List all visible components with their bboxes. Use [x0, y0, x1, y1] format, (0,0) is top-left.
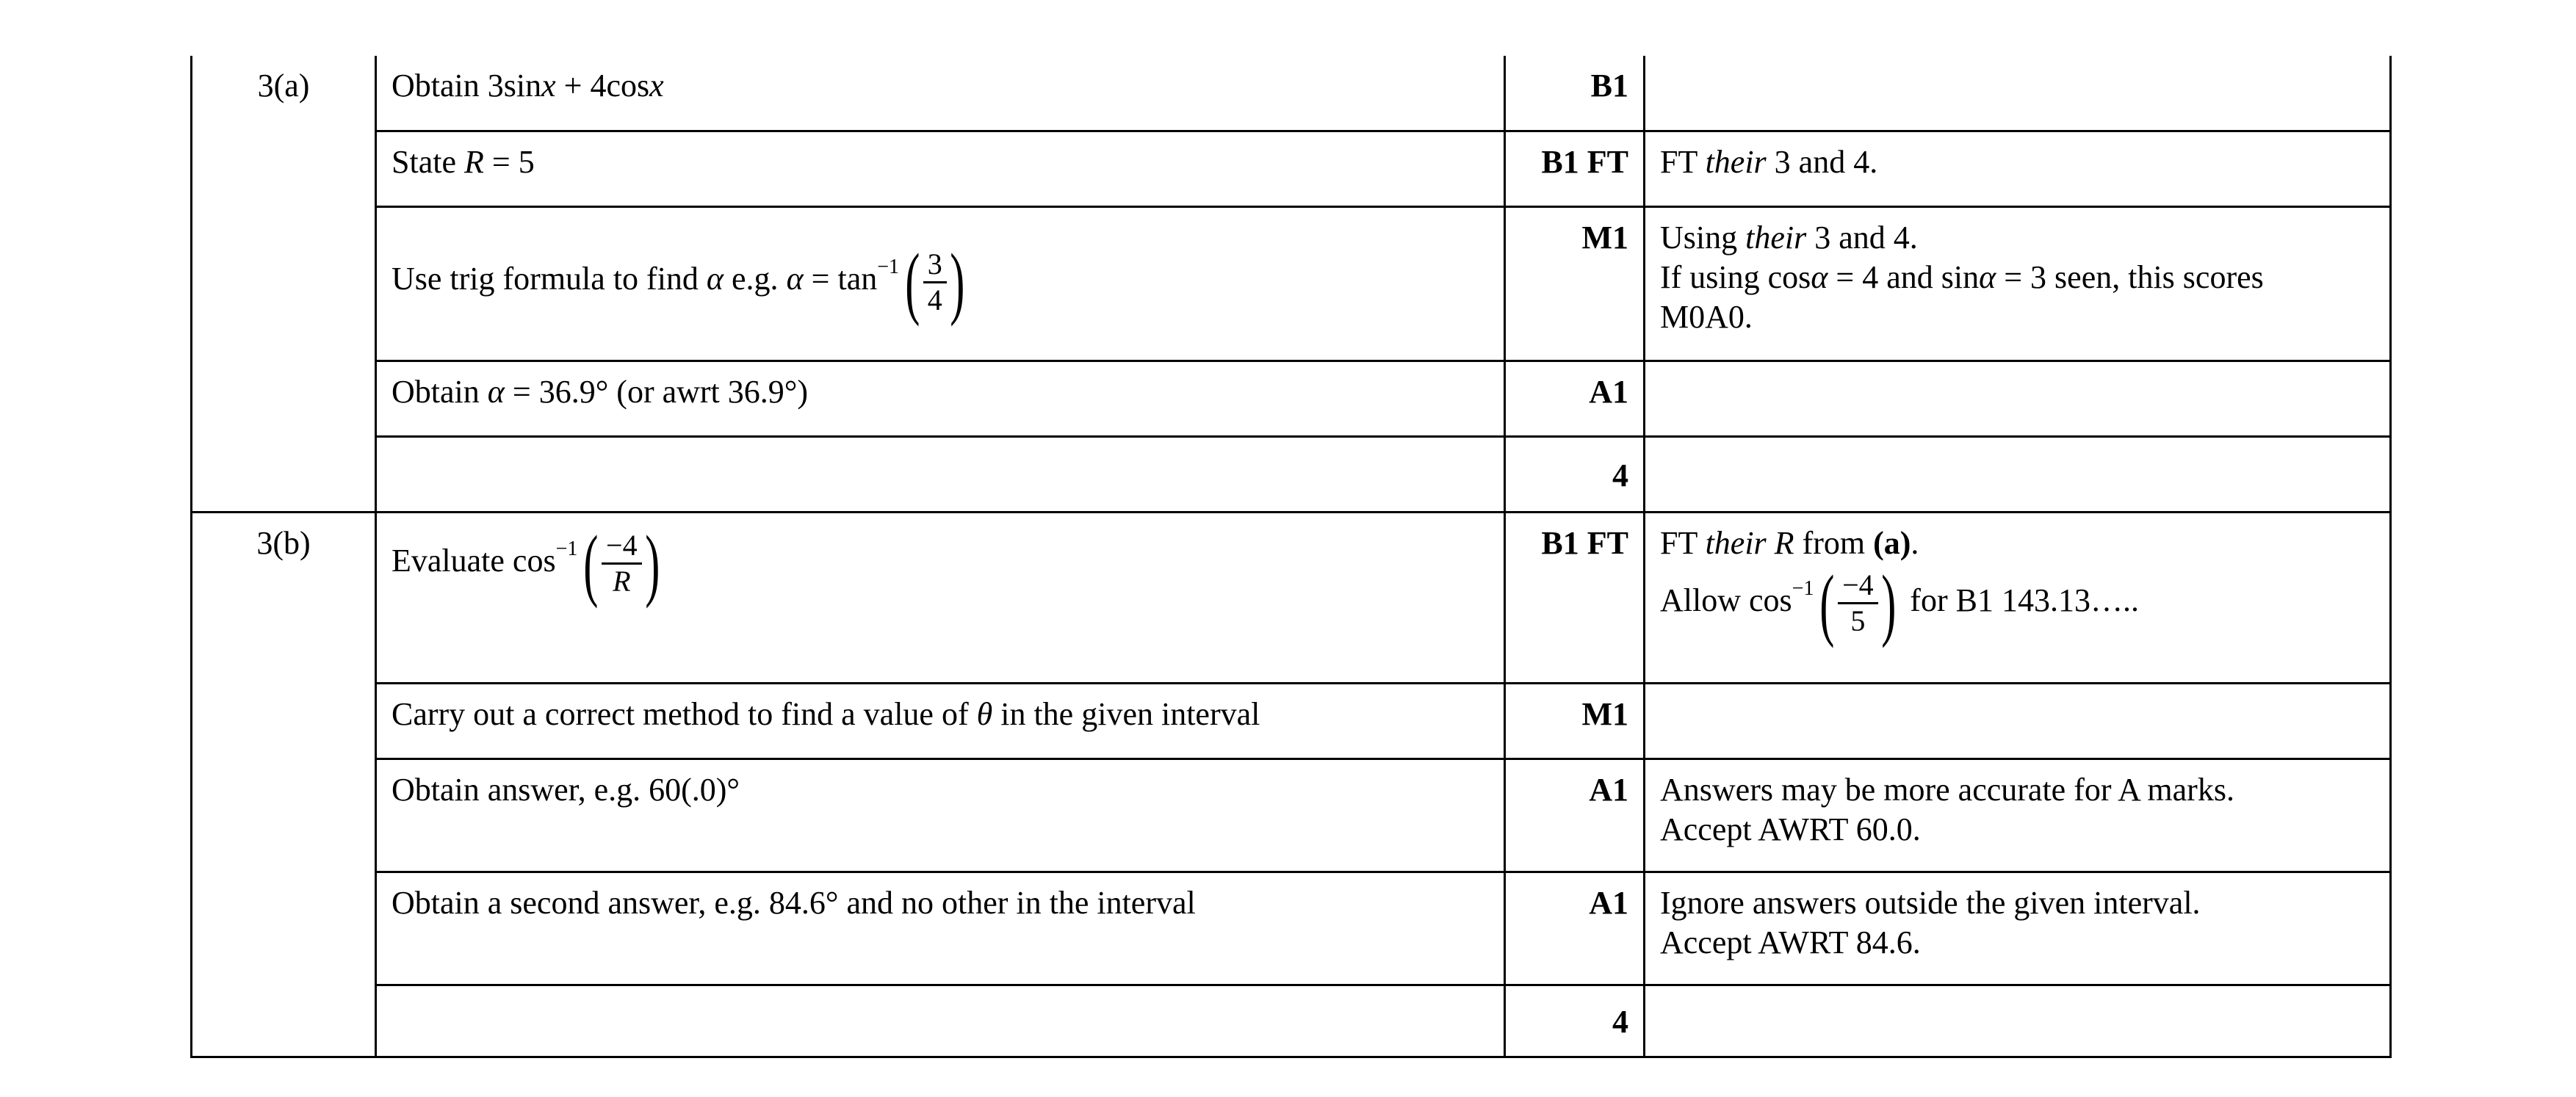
- table-row: [192, 759, 2391, 872]
- mark-cell: [1505, 56, 1645, 131]
- mark-cell: [1505, 512, 1645, 683]
- mark-code: M1: [1581, 695, 1628, 732]
- table-row: [192, 206, 2391, 361]
- question-part-cell: [192, 56, 376, 512]
- mark-scheme-table: [190, 56, 2392, 1058]
- question-part-label: 3(a): [257, 68, 310, 104]
- table-row: [192, 985, 2391, 1057]
- table-row: [192, 683, 2391, 759]
- answer-cell: [376, 361, 1505, 436]
- mark-cell: [1505, 131, 1645, 206]
- question-part-cell: [192, 512, 376, 1057]
- mark-code: A1: [1589, 884, 1628, 921]
- mark-total-cell: [1505, 436, 1645, 512]
- answer-cell: [376, 512, 1505, 683]
- answer-cell: [376, 206, 1505, 361]
- guidance-line: M0A0.: [1660, 298, 1753, 335]
- mark-scheme-page: [190, 56, 2389, 1041]
- guidance-cell: [1645, 206, 2391, 361]
- guidance-line: Using their 3 and 4.: [1660, 219, 1918, 256]
- answer-cell: [376, 985, 1505, 1057]
- table-row: [192, 361, 2391, 436]
- answer-text: Obtain 3sinx + 4cosx: [392, 68, 664, 104]
- mark-total: 4: [1612, 457, 1628, 493]
- mark-code: A1: [1589, 771, 1628, 808]
- fraction-expression: ( $\frac{-4}{R}$ ): [583, 518, 660, 609]
- table-row: [192, 512, 2391, 683]
- guidance-line: Answers may be more accurate for A marks.: [1660, 771, 2234, 808]
- mark-code: M1: [1581, 219, 1628, 256]
- answer-cell: [376, 436, 1505, 512]
- answer-cell: [376, 872, 1505, 985]
- table-row: [192, 872, 2391, 985]
- mark-cell: [1505, 361, 1645, 436]
- mark-cell: [1505, 206, 1645, 361]
- mark-code: B1: [1590, 68, 1628, 104]
- answer-text: Carry out a correct method to find a value of θ in the given interval: [392, 695, 1260, 732]
- mark-total: 4: [1612, 1004, 1628, 1040]
- answer-text: Evaluate $\cos^{-1}$ ( $\frac{-4}{R}$ ): [392, 524, 665, 604]
- question-part-label: 3(b): [256, 524, 311, 561]
- guidance-line: Ignore answers outside the given interval.: [1660, 884, 2201, 921]
- fraction-expression: ( $\frac{3}{4}$ ): [905, 237, 965, 327]
- answer-text: Use trig formula to find α e.g. $\alpha = \tan^{-1}$ ( $\frac{3}{4}$ ): [392, 261, 970, 297]
- guidance-line: Allow $\cos^{-1}$ ( $\frac{-4}{5}$ ) for B1 143.13…..: [1660, 558, 2139, 648]
- guidance-cell: [1645, 56, 2391, 131]
- answer-text: Obtain α = 36.9° (or awrt 36.9°): [392, 373, 809, 410]
- mark-code: B1 FT: [1541, 143, 1628, 180]
- mark-cell: [1505, 683, 1645, 759]
- answer-cell: [376, 683, 1505, 759]
- mark-cell: [1505, 759, 1645, 872]
- mark-code: A1: [1589, 373, 1628, 410]
- answer-cell: [376, 131, 1505, 206]
- answer-cell: [376, 759, 1505, 872]
- answer-text: State R = 5: [392, 143, 535, 180]
- answer-text: Obtain answer, e.g. 60(.0)°: [392, 771, 740, 808]
- guidance-text: FT their 3 and 4.: [1660, 143, 1878, 180]
- guidance-cell: [1645, 512, 2391, 683]
- table-row: [192, 436, 2391, 512]
- guidance-cell: [1645, 872, 2391, 985]
- guidance-cell: [1645, 985, 2391, 1057]
- guidance-cell: [1645, 759, 2391, 872]
- answer-cell: [376, 56, 1505, 131]
- guidance-cell: [1645, 436, 2391, 512]
- guidance-line: Accept AWRT 84.6.: [1660, 924, 1921, 960]
- guidance-line: FT their R from (a).: [1660, 524, 1919, 561]
- mark-code: B1 FT: [1541, 524, 1628, 561]
- table-row: [192, 56, 2391, 131]
- mark-cell: [1505, 872, 1645, 985]
- guidance-cell: [1645, 131, 2391, 206]
- guidance-line: If using cosα = 4 and sinα = 3 seen, this scores: [1660, 258, 2264, 295]
- table-row: [192, 131, 2391, 206]
- guidance-cell: [1645, 361, 2391, 436]
- answer-text: Obtain a second answer, e.g. 84.6° and no other in the interval: [392, 884, 1196, 921]
- fraction-expression: ( $\frac{-4}{5}$ ): [1819, 558, 1897, 648]
- mark-total-cell: [1505, 985, 1645, 1057]
- guidance-cell: [1645, 683, 2391, 759]
- guidance-line: Accept AWRT 60.0.: [1660, 811, 1921, 847]
